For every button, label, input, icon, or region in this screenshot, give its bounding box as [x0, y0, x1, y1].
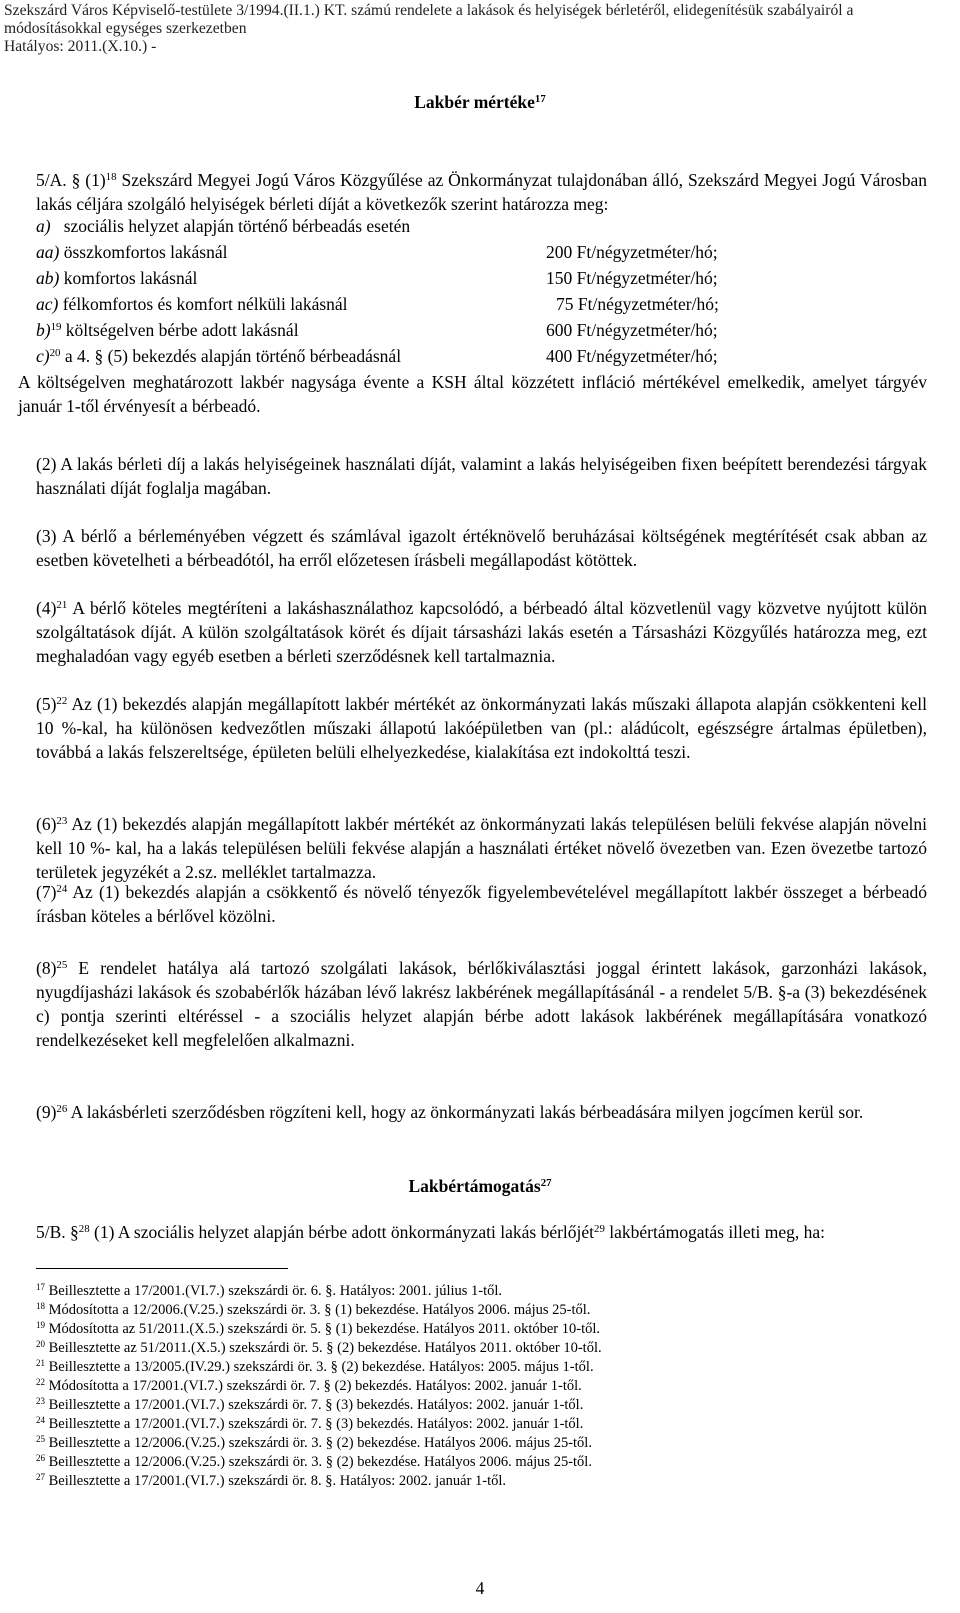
footnote	[36, 1301, 916, 1320]
paragraph-text: Az (1) bekezdés alapján a csökkentő és növelő tényezők figyelembevételével megállapított lakbér összeget a bérbeadó írásban köteles a bérlővel közölni.	[36, 882, 927, 926]
rate-row	[36, 214, 927, 238]
footnote-text: Módosította az 51/2011.(X.5.) szekszárdi ör. 5. § (1) bekezdése. Hatályos 2011. október 10-től.	[44, 1321, 601, 1337]
section-title-text: Lakbértámogatás	[408, 1176, 541, 1196]
paragraph-9	[36, 1100, 927, 1124]
paragraph-text: (1) A szociális helyzet alapján bérbe adott önkormányzati lakás bérlőjét	[89, 1222, 595, 1242]
paragraph-prefix: (9)	[36, 1102, 57, 1122]
paragraph-text: lakbértámogatás illeti meg, ha:	[604, 1222, 826, 1242]
footnote-number: 21	[36, 1358, 45, 1369]
footnote	[36, 1320, 916, 1339]
footnote-ref: 17	[534, 93, 546, 106]
footnote	[36, 1377, 916, 1396]
footnote-number: 20	[36, 1339, 45, 1350]
footnote-separator	[36, 1268, 288, 1269]
paragraph-text: Az (1) bekezdés alapján megállapított lakbér mértékét az önkormányzati lakás településen belüli fekvése alapján növelni kell 10 %- kal, ha a lakás településen belüli fekvése alapján a használati értéket növelő övezetben van. Ezen övezetbe tartozó területek jegyzékét a 2.sz. melléklet tartalmazza.	[36, 814, 927, 882]
footnote	[36, 1472, 916, 1491]
paragraph-prefix: (5)	[36, 694, 57, 714]
footnote-text: Beillesztette a 17/2001.(VI.7.) szekszárdi ör. 7. § (3) bekezdés. Hatályos: 2002. január 1-től.	[44, 1397, 584, 1413]
rate-row	[36, 344, 927, 368]
section-prefix: 5/B. §	[36, 1222, 79, 1242]
footnote-ref: 26	[56, 1103, 68, 1116]
paragraph-4	[36, 596, 927, 668]
footnote-number: 18	[36, 1301, 45, 1312]
rate-label: a 4. § (5) bekezdés alapján történő bérbeadásnál	[60, 346, 402, 366]
footnote-ref: 20	[49, 347, 61, 360]
footnote-text: Beillesztette a 12/2006.(V.25.) szekszárdi ör. 3. § (2) bekezdése. Hatályos 2006. május 25-től.	[44, 1435, 592, 1451]
footnote-number: 17	[36, 1282, 45, 1293]
paragraph-prefix: (3)	[36, 526, 57, 546]
footnote	[36, 1396, 916, 1415]
rate-label-letter: b)	[36, 320, 51, 340]
footnote-text: Beillesztette a 12/2006.(V.25.) szekszárdi ör. 3. § (2) bekezdése. Hatályos 2006. május 25-től.	[44, 1454, 592, 1470]
paragraph-text: E rendelet hatálya alá tartozó szolgálati lakások, bérlőkiválasztási joggal érintett lakások, garzonházi lakások, nyugdíjasházi lakások és szobabérlők házában lévő lakrész lakbérének megállapításánál - a rendelet 5/B. §-a (3) bekezdésének c) pontja szerinti eltéréssel - a szociális helyzet alapján bérbe adott lakások lakbérének megállapítására vonatkozó rendelkezéseket kell megfelelően alkalmazni.	[36, 958, 927, 1050]
paragraph-text: A bérlő köteles megtéríteni a lakáshasználathoz kapcsolódó, a bérbeadó által közvetlenül vagy közvetve nyújtott külön szolgáltatások díját. A külön szolgáltatások körét és díjait társasházi lakás esetén a Társasházi Közgyűlés határozza meg, ezt meghaladóan vagy egyéb esetben a bérleti szerződésnek kell tartalmaznia.	[36, 598, 927, 666]
rate-label: komfortos lakásnál	[59, 268, 198, 288]
rate-value: 150 Ft/négyzetméter/hó;	[546, 268, 718, 288]
footnote-text: Beillesztette az 51/2011.(X.5.) szekszárdi ör. 5. § (2) bekezdése. Hatályos 2011. október 10-től.	[44, 1340, 602, 1356]
footnote-number: 27	[36, 1472, 45, 1483]
paragraph-7	[36, 880, 927, 928]
rate-value: 75 Ft/négyzetméter/hó;	[556, 294, 719, 314]
rate-label: szociális helyzet alapján történő bérbeadás esetén	[50, 216, 411, 236]
rate-row	[36, 240, 927, 264]
paragraph-prefix: (8)	[36, 958, 57, 978]
rate-value: 200 Ft/négyzetméter/hó;	[546, 242, 718, 262]
rate-label-letter: a)	[36, 216, 51, 236]
rate-value: 400 Ft/négyzetméter/hó;	[546, 346, 718, 366]
rate-row	[36, 266, 927, 290]
footnote-number: 19	[36, 1320, 45, 1331]
header-line-3: Hatályos: 2011.(X.10.) -	[4, 38, 157, 55]
footnote-ref: 21	[56, 599, 68, 612]
footnote-ref: 22	[56, 695, 68, 708]
paragraph-5	[36, 692, 927, 764]
rate-label: összkomfortos lakásnál	[59, 242, 228, 262]
rate-label-letter: aa)	[36, 242, 60, 262]
footnote-number: 24	[36, 1415, 45, 1426]
paragraph-5b-1	[36, 1220, 927, 1244]
paragraph-6	[36, 812, 927, 884]
footnote-ref: 27	[540, 1177, 552, 1190]
paragraph-3	[36, 524, 927, 572]
paragraph-prefix: (7)	[36, 882, 57, 902]
footnote-ref: 19	[50, 321, 62, 334]
footnote-text: Beillesztette a 17/2001.(VI.7.) szekszárdi ör. 8. §. Hatályos: 2002. január 1-től.	[44, 1473, 507, 1489]
running-header	[4, 2, 944, 56]
paragraph-prefix: (6)	[36, 814, 57, 834]
footnote-ref: 25	[56, 959, 68, 972]
footnote-number: 23	[36, 1396, 45, 1407]
footnote	[36, 1358, 916, 1377]
footnote-text: Módosította a 17/2001.(VI.7.) szekszárdi ör. 7. § (2) bekezdés. Hatályos: 2002. január 1-től.	[44, 1378, 582, 1394]
footnote-ref: 24	[56, 883, 68, 896]
section-prefix: 5/A. § (1)	[36, 170, 106, 190]
footnote-ref: 28	[78, 1223, 90, 1236]
paragraph-prefix: (2)	[36, 454, 57, 474]
rate-label-letter: ac)	[36, 294, 59, 314]
paragraph-text: Az (1) bekezdés alapján megállapított lakbér mértékét az önkormányzati lakás műszaki állapota alapján csökkenteni kell 10 %-kal, ha különösen kedvezőtlen műszaki állapotú lakóépületben van (pl.: aládúcolt, egészségre ártalmas épületben), továbbá a lakás felszereltsége, épületen belüli elhelyezkedése, kialakítása ezt indokolttá teszi.	[36, 694, 927, 762]
section-title-text: Lakbér mértéke	[414, 92, 535, 112]
inflation-note: A költségelven meghatározott lakbér nagysága évente a KSH által közzétett infláció mértékével emelkedik, amelyet tárgyév január 1-től érvényesít a bérbeadó.	[18, 372, 927, 416]
footnote-text: Beillesztette a 13/2005.(IV.29.) szekszárdi ör. 3. § (2) bekezdése. Hatályos: 2005. május 1-től.	[44, 1359, 594, 1375]
footnote	[36, 1453, 916, 1472]
section-title-lakber	[0, 92, 960, 113]
footnote-text: Beillesztette a 17/2001.(VI.7.) szekszárdi ör. 7. § (3) bekezdés. Hatályos: 2002. január 1-től.	[44, 1416, 584, 1432]
rate-label-letter: ab)	[36, 268, 60, 288]
rate-label: költségelven bérbe adott lakásnál	[61, 320, 299, 340]
paragraph-text: A lakásbérleti szerződésben rögzíteni kell, hogy az önkormányzati lakás bérbeadására milyen jogcímen kerül sor.	[67, 1102, 864, 1122]
header-line-1: Szekszárd Város Képviselő-testülete 3/1994.(II.1.) KT. számú rendelete a lakások és helyiségek bérletéről, elidegenítésük szabályairól a	[4, 2, 854, 19]
footnote	[36, 1415, 916, 1434]
page-number: 4	[475, 1578, 485, 1598]
header-line-2: módosításokkal egységes szerkezetben	[4, 20, 247, 37]
rate-row	[36, 318, 927, 342]
footnote-ref: 18	[105, 171, 117, 184]
footnote	[36, 1434, 916, 1453]
rate-label: félkomfortos és komfort nélküli lakásnál	[58, 294, 348, 314]
rate-row	[36, 292, 927, 316]
paragraph-5a-1	[36, 168, 927, 216]
footnote	[36, 1339, 916, 1358]
rate-value: 600 Ft/négyzetméter/hó;	[546, 320, 718, 340]
paragraph-2	[36, 452, 927, 500]
footnote-text: Módosította a 12/2006.(V.25.) szekszárdi ör. 3. § (1) bekezdése. Hatályos 2006. május 25-től.	[44, 1302, 591, 1318]
rate-label-letter: c)	[36, 346, 50, 366]
paragraph-text: Szekszárd Megyei Jogú Város Közgyűlése az Önkormányzat tulajdonában álló, Szekszárd Megyei Jogú Városban lakás céljára szolgáló helyiségek bérleti díját a következők szerint határozza meg:	[36, 170, 928, 214]
section-title-lakbertamogatas	[0, 1176, 960, 1197]
footnote	[36, 1282, 916, 1301]
paragraph-prefix: (4)	[36, 598, 57, 618]
footnote-number: 25	[36, 1434, 45, 1445]
footnote-ref: 23	[56, 815, 68, 828]
paragraph-text: A bérlő a bérleményében végzett és számlával igazolt értéknövelő beruházásai költségének megtérítését csak abban az esetben követelheti a bérbeadótól, ha erről előzetesen írásbeli megállapodást kötöttek.	[36, 526, 927, 570]
footnote-text: Beillesztette a 17/2001.(VI.7.) szekszárdi ör. 6. §. Hatályos: 2001. július 1-től.	[44, 1283, 503, 1299]
footnote-number: 26	[36, 1453, 45, 1464]
footnote-number: 22	[36, 1377, 45, 1388]
footnote-ref: 29	[594, 1223, 605, 1236]
paragraph-8	[36, 956, 927, 1052]
paragraph-text: A lakás bérleti díj a lakás helyiségeinek használati díját, valamint a lakás helyiségeiben fixen beépített berendezési tárgyak használati díját foglalja magában.	[36, 454, 927, 498]
